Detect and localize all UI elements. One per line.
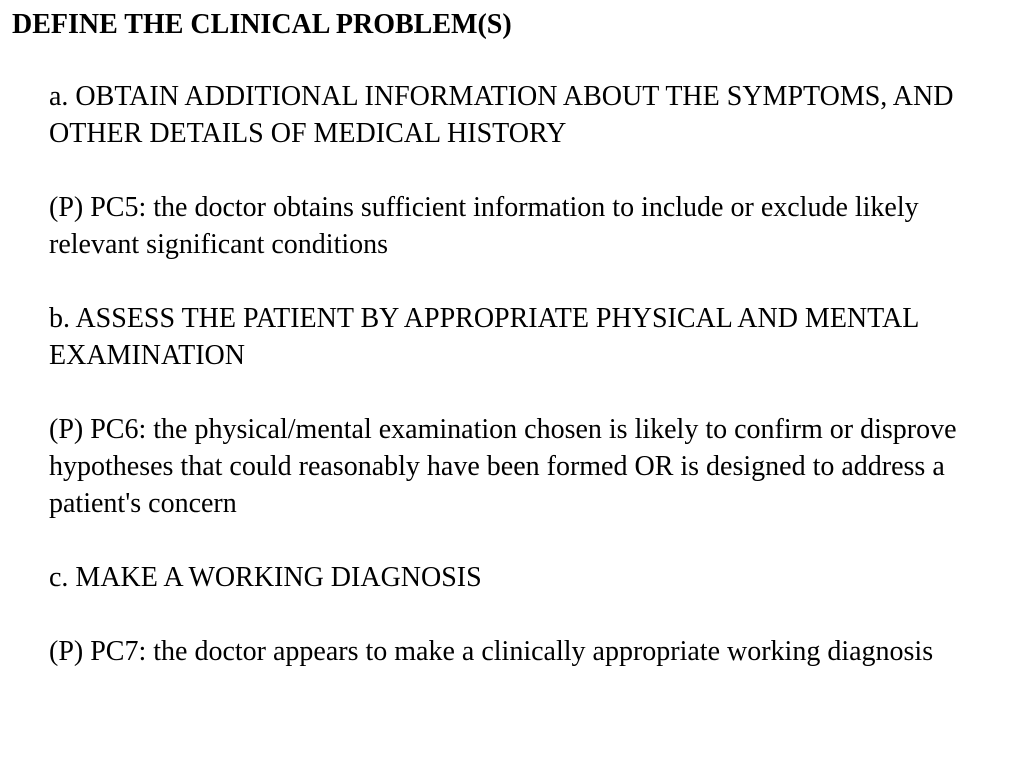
section-a-criterion: (P) PC5: the doctor obtains sufficient information to include or exclude likely relevant significant conditions [49, 192, 919, 260]
content-body [49, 78, 1014, 707]
section-a-heading: a. OBTAIN ADDITIONAL INFORMATION ABOUT THE SYMPTOMS, AND OTHER DETAILS OF MEDICAL HISTORY [49, 81, 954, 149]
section-c-heading: c. MAKE A WORKING DIAGNOSIS [49, 562, 482, 593]
page-title: DEFINE THE CLINICAL PROBLEM(S) [12, 9, 512, 40]
section-b-heading: b. ASSESS THE PATIENT BY APPROPRIATE PHYSICAL AND MENTAL EXAMINATION [49, 303, 919, 371]
section-c-criterion: (P) PC7: the doctor appears to make a clinically appropriate working diagnosis [49, 636, 934, 667]
section-b-criterion: (P) PC6: the physical/mental examination chosen is likely to confirm or disprove hypotheses that could reasonably have been formed OR is designed to address a patient's concern [49, 414, 957, 519]
